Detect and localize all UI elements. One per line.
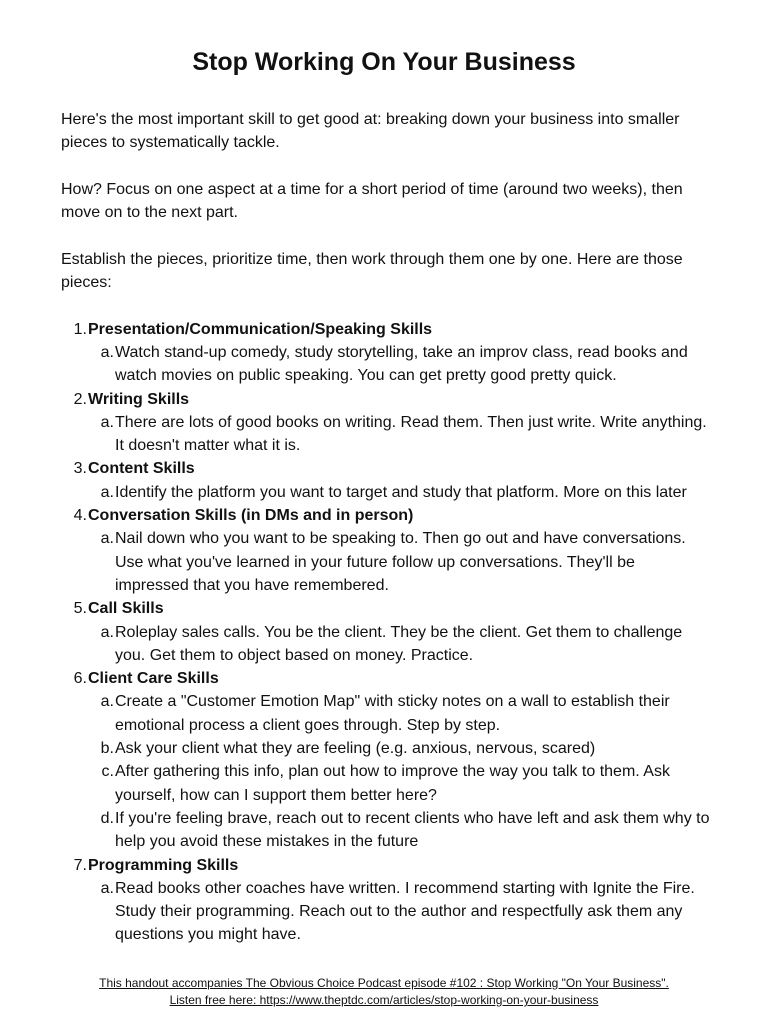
item-title: Client Care Skills xyxy=(88,670,219,688)
sub-list xyxy=(88,481,711,504)
page-title: Stop Working On Your Business xyxy=(192,48,576,76)
sub-item-letter: a. xyxy=(100,623,114,641)
sub-item-text: Identify the platform you want to target and study that platform. More on this later xyxy=(115,483,687,501)
item-title: Writing Skills xyxy=(88,390,190,408)
sub-list-item xyxy=(88,527,711,597)
pieces-paragraph: Establish the pieces, prioritize time, then work through them one by one. Here are those pieces: xyxy=(61,250,683,292)
sub-item-letter: a. xyxy=(100,343,114,361)
sub-item-text: Read books other coaches have written. I recommend starting with Ignite the Fire. Study their programming. Reach out to the author and respectfully ask them any questions you might have. xyxy=(115,879,695,944)
sub-list-item xyxy=(88,481,711,504)
sub-list-item xyxy=(88,621,711,668)
item-number: 1. xyxy=(73,320,87,338)
item-title: Programming Skills xyxy=(88,856,239,874)
sub-item-text: Create a "Customer Emotion Map" with sticky notes on a wall to establish their emotional process a client goes through. Step by step. xyxy=(115,693,670,734)
item-number: 2. xyxy=(73,390,87,408)
sub-list-item xyxy=(88,411,711,458)
list-item xyxy=(61,667,711,853)
skills-list xyxy=(61,318,711,947)
sub-item-text: There are lots of good books on writing. Read them. Then just write. Write anything. It doesn't matter what it is. xyxy=(115,413,707,455)
list-item xyxy=(61,854,711,947)
item-number: 3. xyxy=(73,460,87,478)
sub-list xyxy=(88,341,711,388)
sub-item-letter: a. xyxy=(100,413,114,431)
list-item xyxy=(61,457,711,504)
intro-paragraph: Here's the most important skill to get good at: breaking down your business into smaller pieces to systematically tackle. xyxy=(61,111,680,152)
how-paragraph: How? Focus on one aspect at a time for a short period of time (around two weeks), then move on to the next part. xyxy=(61,180,683,222)
sub-list xyxy=(88,877,711,947)
sub-item-text: Nail down who you want to be speaking to. Then go out and have conversations. Use what you've learned in your future follow up conversations. They'll be impressed that you have remembered. xyxy=(115,530,686,594)
item-number: 6. xyxy=(73,670,87,688)
sub-list-item xyxy=(88,807,711,854)
sub-item-letter: a. xyxy=(100,483,114,501)
sub-list xyxy=(88,411,711,458)
list-item xyxy=(61,504,711,597)
item-title: Conversation Skills (in DMs and in person) xyxy=(88,507,414,525)
sub-list xyxy=(88,527,711,597)
list-item xyxy=(61,388,711,458)
document-body xyxy=(61,108,711,947)
sub-item-letter: d. xyxy=(100,809,114,827)
sub-item-letter: c. xyxy=(101,763,114,781)
item-title: Presentation/Communication/Speaking Skills xyxy=(88,320,433,338)
footer-listen-link[interactable]: Listen free here: https://www.theptdc.com/articles/stop-working-on-your-business xyxy=(169,993,599,1007)
sub-item-text: Roleplay sales calls. You be the client. They be the client. Get them to challenge you. Get them to object based on money. Practice. xyxy=(115,623,683,664)
footer xyxy=(0,975,768,1009)
sub-item-text: Ask your client what they are feeling (e.g. anxious, nervous, scared) xyxy=(115,740,596,758)
sub-item-text: If you're feeling brave, reach out to recent clients who have left and ask them why to help you avoid these mistakes in the future xyxy=(115,809,710,851)
sub-list-item xyxy=(88,737,711,760)
item-title: Content Skills xyxy=(88,460,195,478)
list-item xyxy=(61,597,711,667)
sub-item-letter: b. xyxy=(100,740,114,758)
item-number: 7. xyxy=(73,856,87,874)
sub-list xyxy=(88,690,711,853)
sub-list-item xyxy=(88,341,711,388)
sub-item-text: Watch stand-up comedy, study storytelling, take an improv class, read books and watch movies on public speaking. You can get pretty good pretty quick. xyxy=(115,343,688,385)
sub-list xyxy=(88,621,711,668)
sub-list-item xyxy=(88,690,711,737)
sub-item-text: After gathering this info, plan out how to improve the way you talk to them. Ask yourself, how can I support them better here? xyxy=(115,763,670,804)
sub-item-letter: a. xyxy=(100,879,114,897)
item-number: 4. xyxy=(73,507,87,525)
list-item xyxy=(61,318,711,388)
sub-list-item xyxy=(88,760,711,807)
footer-episode-link[interactable]: This handout accompanies The Obvious Choice Podcast episode #102 : Stop Working "On Your Business". xyxy=(99,976,669,990)
item-title: Call Skills xyxy=(88,600,164,618)
sub-item-letter: a. xyxy=(100,693,114,711)
item-number: 5. xyxy=(73,600,87,618)
sub-list-item xyxy=(88,877,711,947)
sub-item-letter: a. xyxy=(100,530,114,548)
